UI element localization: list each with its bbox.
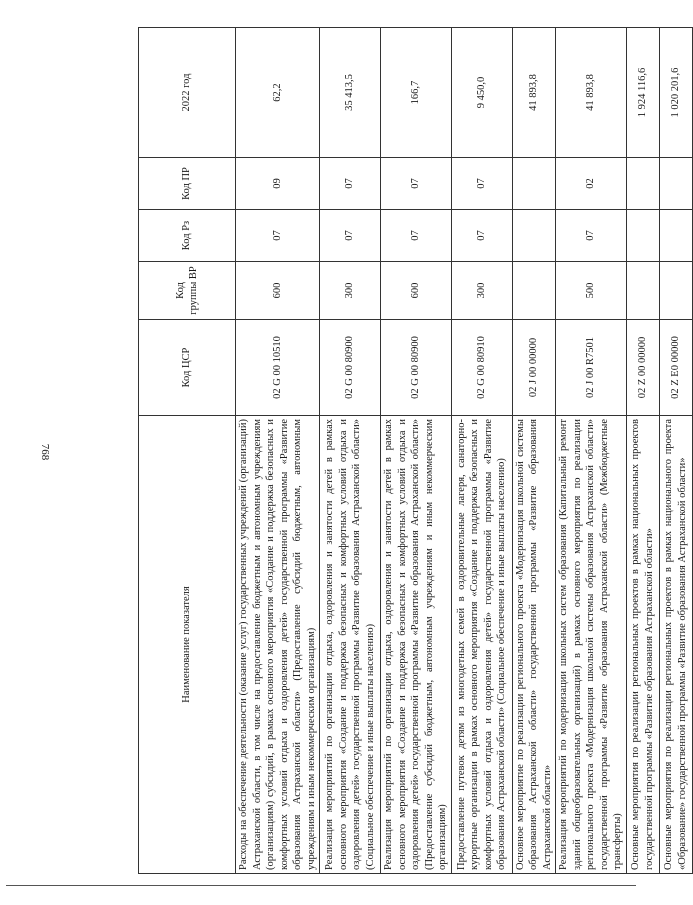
row-pr: 02: [556, 158, 627, 210]
row-vr: 300: [451, 262, 512, 320]
row-value: 9 450,0: [451, 28, 512, 158]
header-csr: Код ЦСР: [139, 320, 236, 416]
table-row: [451, 28, 512, 874]
row-rz: 07: [381, 210, 452, 262]
table-row: [512, 28, 556, 874]
row-value: 41 893,8: [556, 28, 627, 158]
table-row: [556, 28, 627, 874]
table-row: [236, 28, 320, 874]
row-rz: 07: [451, 210, 512, 262]
budget-table: [138, 27, 693, 874]
landscape-table-frame: [138, 28, 688, 874]
header-rz: Код Рз: [139, 210, 236, 262]
row-pr: 07: [381, 158, 452, 210]
row-rz: [626, 210, 659, 262]
row-vr: 600: [236, 262, 320, 320]
table-header-row: [139, 28, 236, 874]
row-vr: [626, 262, 659, 320]
row-pr: 07: [320, 158, 381, 210]
row-value: 1 924 116,6: [626, 28, 659, 158]
row-name: Расходы на обеспечение деятельности (оказание услуг) государственных учреждений (организаций) Астраханской области, в том числе на предоставление бюджетным и автономным учреждениям (организациям) субсидий, в рамках основного мероприятия «Создание и поддержка безопасных и комфортных условий отдыха и оздоровления детей» государственной программы «Развитие образования Астраханской области» (Предоставление субсидий бюджетным, автономным учреждениям и иным некоммерческим организациям): [236, 416, 320, 874]
row-pr: 09: [236, 158, 320, 210]
row-pr: [512, 158, 556, 210]
row-name: Основные мероприятия по реализации региональных проектов в рамках национальных проектов государственной программы «Развитие образования Астраханской области»: [626, 416, 659, 874]
row-name: Основные мероприятия по реализации региональных проектов в рамках национального проекта «Образование» государственной программы «Развитие образования Астраханской области»: [659, 416, 692, 874]
row-name: Основное мероприятие по реализации регионального проекта «Модернизация школьной системы образования Астраханской области» государственной программы «Развитие образования Астраханской области»: [512, 416, 556, 874]
header-pr: Код ПР: [139, 158, 236, 210]
row-csr: 02 Z 00 00000: [626, 320, 659, 416]
footer-rule: [6, 885, 636, 886]
row-vr: 600: [381, 262, 452, 320]
row-csr: 02 J 00 R7501: [556, 320, 627, 416]
row-csr: 02 G 00 80900: [320, 320, 381, 416]
page-number: 768: [39, 443, 51, 461]
rotated-table-container: [138, 28, 688, 874]
row-rz: [512, 210, 556, 262]
row-name: Реализация мероприятий по организации отдыха, оздоровления и занятости детей в рамках основного мероприятия «Создание и поддержка безопасных и комфортных условий отдыха и оздоровления детей» государственной программы «Развитие образования Астраханской области» (Предоставление субсидий бюджетным, автономным учреждениям и иным некоммерческим организациям): [381, 416, 452, 874]
header-vr: Код группы ВР: [139, 262, 236, 320]
header-name: Наименование показателя: [139, 416, 236, 874]
row-csr: 02 G 00 80910: [451, 320, 512, 416]
row-csr: 02 G 00 80900: [381, 320, 452, 416]
row-name: Предоставление путевок детям из многодетных семей в оздоровительные лагеря, санаторно-курортные организации в рамках основного мероприятия «Создание и поддержка безопасных и комфортных условий отдыха и оздоровления детей» государственной программы «Развитие образования Астраханской области» (Социальное обеспечение и иные выплаты населению): [451, 416, 512, 874]
row-pr: [659, 158, 692, 210]
row-vr: [659, 262, 692, 320]
row-rz: 07: [236, 210, 320, 262]
row-vr: 500: [556, 262, 627, 320]
row-rz: 07: [556, 210, 627, 262]
row-pr: [626, 158, 659, 210]
row-vr: 300: [320, 262, 381, 320]
row-value: 166,7: [381, 28, 452, 158]
table-row: [659, 28, 692, 874]
row-vr: [512, 262, 556, 320]
row-value: 41 893,8: [512, 28, 556, 158]
table-row: [320, 28, 381, 874]
table-row: [626, 28, 659, 874]
row-value: 62,2: [236, 28, 320, 158]
row-name: Реализация мероприятий по организации отдыха, оздоровления и занятости детей в рамках основного мероприятия «Создание и поддержка безопасных и комфортных условий отдыха и оздоровления детей» государственной программы «Развитие образования Астраханской области» (Социальное обеспечение и иные выплаты населению): [320, 416, 381, 874]
row-csr: 02 J 00 00000: [512, 320, 556, 416]
row-name: Реализация мероприятий по модернизации школьных систем образования (Капитальный ремонт зданий общеобразовательных организаций) в рамках основного мероприятия по реализации регионального проекта «Модернизация школьной системы образования Астраханской области» государственной программы «Развитие образования Астраханской области» (Межбюджетные трансферты): [556, 416, 627, 874]
row-value: 35 413,5: [320, 28, 381, 158]
row-rz: [659, 210, 692, 262]
row-rz: 07: [320, 210, 381, 262]
row-csr: 02 G 00 10510: [236, 320, 320, 416]
table-row: [381, 28, 452, 874]
row-value: 1 020 201,6: [659, 28, 692, 158]
row-pr: 07: [451, 158, 512, 210]
row-csr: 02 Z E0 00000: [659, 320, 692, 416]
header-year: 2022 год: [139, 28, 236, 158]
